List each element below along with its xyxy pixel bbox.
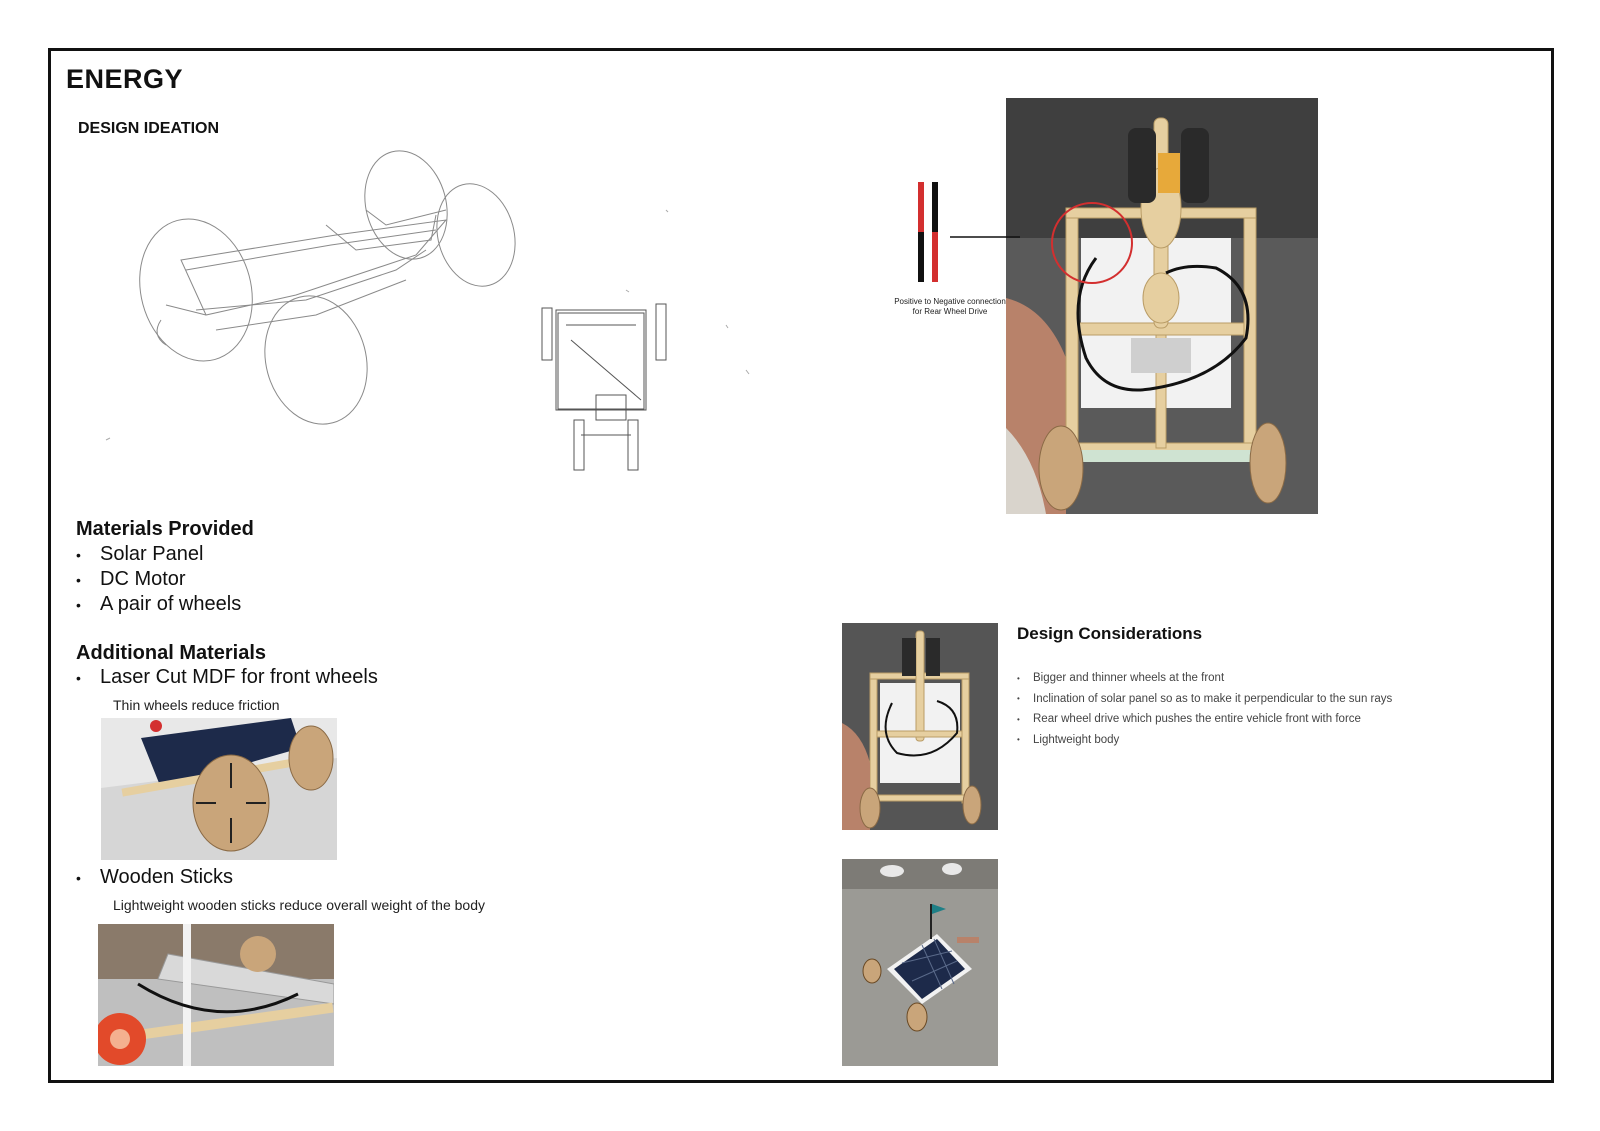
- list-item-label: Inclination of solar panel so as to make it perpendicular to the sun rays: [1033, 692, 1393, 705]
- list-item: [1017, 730, 1392, 751]
- page-title: ENERGY: [66, 64, 184, 94]
- list-item-label: Wooden Sticks: [100, 866, 234, 888]
- list-item: [76, 568, 186, 591]
- chassis-small-photo: [842, 623, 998, 830]
- bullet-icon: •: [76, 547, 81, 563]
- list-item: [1017, 709, 1392, 730]
- design-considerations-list: [1017, 668, 1392, 750]
- list-item: [76, 866, 233, 889]
- design-sketch: [66, 150, 786, 510]
- wire-legend-caption: [890, 297, 1010, 316]
- bullet-icon: •: [1017, 714, 1020, 724]
- bullet-icon: •: [1017, 673, 1020, 683]
- list-item: [1017, 689, 1392, 710]
- materials-provided-title: Materials Provided: [76, 518, 254, 540]
- list-item: [76, 543, 203, 566]
- list-item-label: Lightweight body: [1033, 733, 1120, 746]
- bullet-icon: •: [1017, 694, 1020, 704]
- list-item-label: Bigger and thinner wheels at the front: [1033, 672, 1225, 685]
- bullet-icon: •: [76, 870, 81, 886]
- item-note: Thin wheels reduce friction: [113, 697, 280, 713]
- list-item-label: Solar Panel: [100, 543, 204, 565]
- caption-line-2: for Rear Wheel Drive: [912, 306, 988, 316]
- design-considerations-title: Design Considerations: [1017, 624, 1203, 643]
- list-item-label: Laser Cut MDF for front wheels: [100, 666, 378, 688]
- list-item: [1017, 668, 1392, 689]
- positive-wire-bottom: [932, 232, 938, 282]
- perspective-sketch: [124, 150, 526, 436]
- caption-line-1: Positive to Negative connection: [894, 297, 1006, 306]
- list-item-label: A pair of wheels: [100, 593, 242, 615]
- list-item: [76, 593, 241, 616]
- top-view-sketch: [542, 304, 666, 470]
- list-item-label: Rear wheel drive which pushes the entire vehicle front with force: [1033, 713, 1361, 726]
- list-item-label: DC Motor: [100, 568, 186, 590]
- additional-materials-title: Additional Materials: [76, 642, 267, 664]
- negative-wire-top: [932, 182, 938, 232]
- item-note: Lightweight wooden sticks reduce overall weight of the body: [113, 897, 485, 913]
- bullet-icon: •: [76, 670, 81, 686]
- wooden-sticks-photo: [98, 924, 334, 1066]
- negative-wire-bottom: [918, 232, 924, 282]
- vehicle-outdoor-photo: [842, 859, 998, 1066]
- mdf-wheel-photo: [101, 718, 337, 860]
- chassis-top-photo: [1006, 98, 1318, 514]
- list-item: [76, 666, 378, 689]
- bullet-icon: •: [76, 572, 81, 588]
- bullet-icon: •: [1017, 735, 1020, 745]
- section-subtitle: DESIGN IDEATION: [78, 120, 220, 137]
- bullet-icon: •: [76, 597, 81, 613]
